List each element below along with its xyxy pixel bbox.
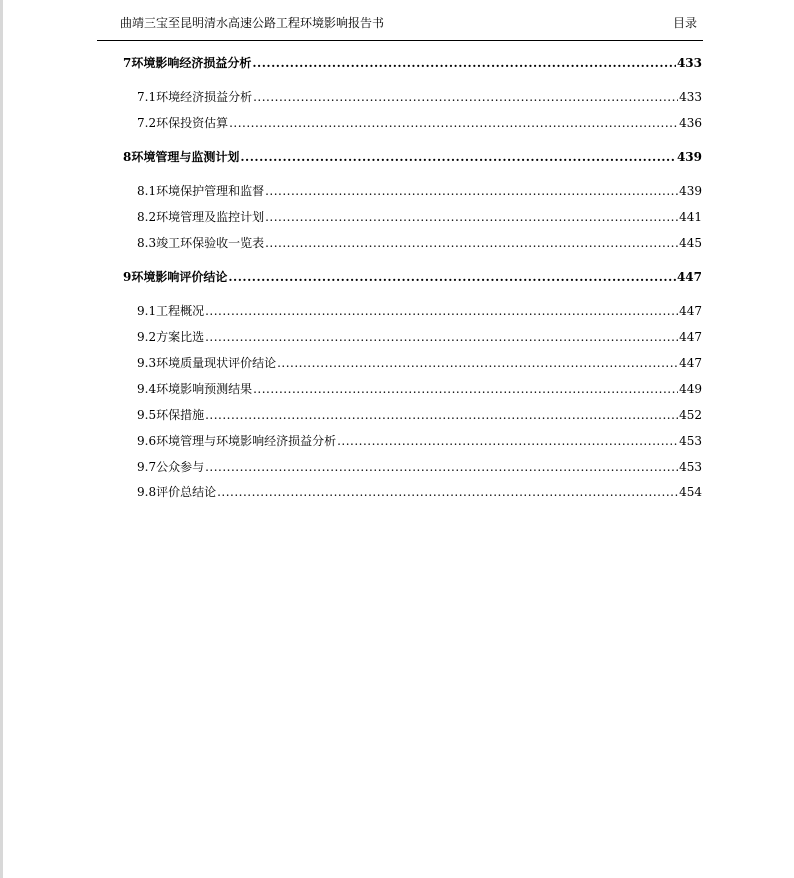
toc-entry-9-5[interactable] — [137, 407, 702, 423]
toc-entry-page: 433 — [679, 90, 702, 104]
toc-entry-number: 7 — [123, 56, 132, 70]
toc-entry-label: 环境影响评价结论 — [131, 270, 228, 284]
dot-leader — [265, 235, 678, 251]
toc-entry-label: 环境管理与环境影响经济损益分析 — [156, 434, 337, 448]
toc-entry-label: 竣工环保验收一览表 — [156, 236, 265, 250]
toc-entry-number: 7.1 — [137, 90, 157, 104]
toc-entry-number: 9 — [123, 270, 132, 284]
toc-entry-8-2[interactable] — [137, 209, 702, 225]
toc-entry-chapter-7[interactable] — [123, 55, 702, 71]
toc-entry-7-1[interactable] — [137, 89, 702, 105]
toc-entry-label: 环保投资估算 — [156, 116, 229, 130]
toc-entry-number: 8.2 — [137, 210, 157, 224]
toc-entry-page: 439 — [679, 184, 702, 198]
toc-entry-page: 453 — [679, 460, 702, 474]
header-rule — [97, 40, 703, 41]
toc-entry-number: 9.1 — [137, 304, 157, 318]
toc-entry-number: 9.8 — [137, 485, 157, 499]
toc-entry-label: 环保措施 — [156, 408, 205, 422]
toc-entry-number: 7.2 — [137, 116, 157, 130]
toc-entry-label: 环境影响经济损益分析 — [131, 56, 252, 70]
toc-entry-9-8[interactable] — [137, 484, 702, 500]
toc-entry-8-1[interactable] — [137, 183, 702, 199]
dot-leader — [228, 269, 676, 285]
toc-entry-number: 9.4 — [137, 382, 157, 396]
toc-entry-9-2[interactable] — [137, 329, 702, 345]
toc-entry-7-2[interactable] — [137, 115, 702, 131]
page-edge-shadow — [0, 0, 3, 878]
toc-entry-page: 447 — [679, 356, 702, 370]
toc-entry-label: 环境质量现状评价结论 — [156, 356, 277, 370]
dot-leader — [277, 355, 678, 371]
toc-entry-label: 公众参与 — [156, 460, 205, 474]
dot-leader — [252, 55, 676, 71]
toc-entry-number: 9.3 — [137, 356, 157, 370]
toc-entry-label: 环境管理及监控计划 — [156, 210, 265, 224]
toc-entry-number: 8 — [123, 150, 132, 164]
toc-entry-page: 454 — [679, 485, 702, 499]
toc-entry-label: 环境保护管理和监督 — [156, 184, 265, 198]
toc-entry-9-6[interactable] — [137, 433, 702, 449]
dot-leader — [253, 89, 678, 105]
toc-entry-8-3[interactable] — [137, 235, 702, 251]
toc-entry-page: 445 — [679, 236, 702, 250]
toc-entry-number: 9.5 — [137, 408, 157, 422]
dot-leader — [217, 484, 678, 500]
toc-entry-page: 447 — [679, 304, 702, 318]
dot-leader — [253, 381, 678, 397]
dot-leader — [205, 303, 678, 319]
dot-leader — [205, 459, 678, 475]
dot-leader — [240, 149, 676, 165]
toc-entry-page: 433 — [676, 56, 702, 70]
toc-entry-number: 9.6 — [137, 434, 157, 448]
page-header — [120, 14, 700, 34]
dot-leader — [205, 407, 678, 423]
toc-entry-9-1[interactable] — [137, 303, 702, 319]
toc-entry-page: 452 — [679, 408, 702, 422]
dot-leader — [205, 329, 678, 345]
toc-entry-9-7[interactable] — [137, 459, 702, 475]
dot-leader — [229, 115, 678, 131]
toc-entry-page: 453 — [679, 434, 702, 448]
toc-entry-label: 评价总结论 — [156, 485, 217, 499]
toc-entry-page: 449 — [679, 382, 702, 396]
dot-leader — [265, 183, 678, 199]
dot-leader — [265, 209, 678, 225]
toc-entry-number: 9.7 — [137, 460, 157, 474]
section-label: 目录 — [672, 16, 697, 30]
toc-entry-label: 环境影响预测结果 — [156, 382, 253, 396]
toc-entry-label: 方案比选 — [156, 330, 205, 344]
toc-entry-page: 439 — [676, 150, 702, 164]
toc-entry-number: 8.1 — [137, 184, 157, 198]
toc-entry-number: 8.3 — [137, 236, 157, 250]
toc-entry-label: 环境管理与监测计划 — [131, 150, 240, 164]
toc-entry-9-4[interactable] — [137, 381, 702, 397]
toc-entry-number: 9.2 — [137, 330, 157, 344]
toc-entry-9-3[interactable] — [137, 355, 702, 371]
toc-entry-chapter-8[interactable] — [123, 149, 702, 165]
toc-entry-page: 447 — [679, 330, 702, 344]
toc-entry-label: 工程概况 — [156, 304, 205, 318]
document-title: 曲靖三宝至昆明清水高速公路工程环境影响报告书 — [120, 16, 385, 30]
toc-entry-page: 447 — [676, 270, 702, 284]
toc-entry-label: 环境经济损益分析 — [156, 90, 253, 104]
toc-entry-chapter-9[interactable] — [123, 269, 702, 285]
toc-entry-page: 436 — [679, 116, 702, 130]
toc-entry-page: 441 — [679, 210, 702, 224]
dot-leader — [337, 433, 678, 449]
